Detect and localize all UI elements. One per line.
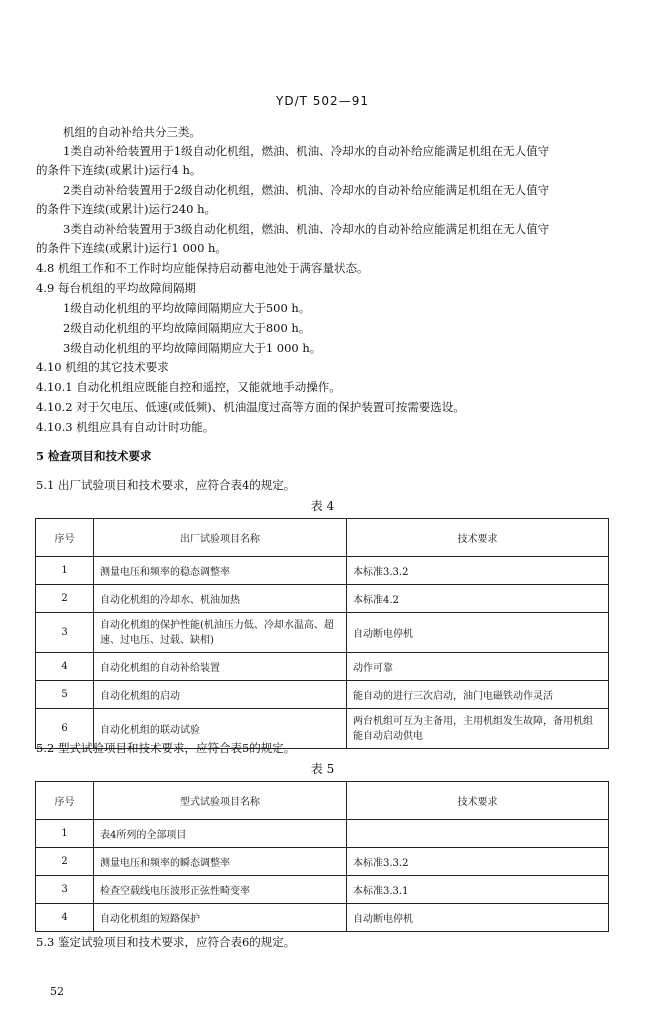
table-cell: 测量电压和频率的瞬态调整率 — [94, 848, 347, 876]
table-cell: 检查空载线电压波形正弦性畸变率 — [94, 876, 347, 904]
table-cell: 本标准3.3.1 — [347, 876, 609, 904]
table-cell: 自动化机组的自动补给装置 — [94, 653, 347, 681]
table-cell: 自动化机组的短路保护 — [94, 904, 347, 932]
table-row — [36, 585, 609, 613]
paragraph-line: 1类自动补给装置用于1级自动化机组，燃油、机油、冷却水的自动补给应能满足机组在无人值守 — [63, 144, 550, 158]
table-cell: 表4所列的全部项目 — [94, 820, 347, 848]
table-cell: 4 — [36, 653, 94, 681]
table-cell: 1 — [36, 557, 94, 585]
table-row — [36, 557, 609, 585]
table-header: 序号 — [36, 782, 94, 820]
paragraph-line: 1级自动化机组的平均故障间隔期应大于500 h。 — [63, 301, 311, 315]
paragraph-line: 的条件下连续(或累计)运行1 000 h。 — [36, 241, 227, 255]
table-cell: 3 — [36, 876, 94, 904]
table-cell: 能自动的进行三次启动，油门电磁铁动作灵活 — [347, 681, 609, 709]
paragraph-line: 3类自动补给装置用于3级自动化机组，燃油、机油、冷却水的自动补给应能满足机组在无人值守 — [63, 222, 550, 236]
table-cell: 6 — [36, 709, 94, 749]
table-cell: 2 — [36, 848, 94, 876]
table-5-caption: 表 5 — [310, 762, 335, 776]
table-cell: 测量电压和频率的稳态调整率 — [94, 557, 347, 585]
table-header: 出厂试验项目名称 — [94, 519, 347, 557]
table-row — [36, 681, 609, 709]
section-4-8: 4.8 机组工作和不工作时均应能保持启动蓄电池处于满容量状态。 — [36, 261, 369, 275]
table-4-caption: 表 4 — [310, 499, 335, 513]
table-cell: 两台机组可互为主备用，主用机组发生故障，备用机组能自动启动供电 — [347, 709, 609, 749]
table-header: 序号 — [36, 519, 94, 557]
table-row — [36, 820, 609, 848]
table-cell — [347, 820, 609, 848]
section-4-10: 4.10 机组的其它技术要求 — [36, 360, 169, 374]
page-header: YD/T 502—91 — [276, 94, 369, 108]
paragraph-line: 2级自动化机组的平均故障间隔期应大于800 h。 — [63, 321, 311, 335]
section-5-1: 5.1 出厂试验项目和技术要求，应符合表4的规定。 — [36, 478, 296, 492]
table-header: 型式试验项目名称 — [94, 782, 347, 820]
paragraph-line: 机组的自动补给共分三类。 — [63, 125, 201, 139]
table-cell: 5 — [36, 681, 94, 709]
table-header: 技术要求 — [347, 782, 609, 820]
table-cell: 本标准3.3.2 — [347, 557, 609, 585]
table-cell: 自动化机组的冷却水、机油加热 — [94, 585, 347, 613]
table-cell: 1 — [36, 820, 94, 848]
table-cell: 自动断电停机 — [347, 904, 609, 932]
paragraph-line: 的条件下连续(或累计)运行240 h。 — [36, 202, 216, 216]
table-5 — [35, 781, 609, 932]
paragraph-line: 2类自动补给装置用于2级自动化机组，燃油、机油、冷却水的自动补给应能满足机组在无人值守 — [63, 183, 550, 197]
table-header: 技术要求 — [347, 519, 609, 557]
section-5-heading: 5 检查项目和技术要求 — [36, 449, 152, 463]
section-4-10-2: 4.10.2 对于欠电压、低速(或低频)、机油温度过高等方面的保护装置可按需要选设。 — [36, 400, 465, 414]
table-row — [36, 653, 609, 681]
table-row — [36, 848, 609, 876]
section-4-10-1: 4.10.1 自动化机组应既能自控和遥控，又能就地手动操作。 — [36, 380, 341, 394]
table-row — [36, 876, 609, 904]
table-cell: 自动化机组的启动 — [94, 681, 347, 709]
table-cell: 2 — [36, 585, 94, 613]
section-5-3: 5.3 鉴定试验项目和技术要求，应符合表6的规定。 — [36, 935, 296, 949]
table-cell: 本标准4.2 — [347, 585, 609, 613]
table-cell: 动作可靠 — [347, 653, 609, 681]
paragraph-line: 的条件下连续(或累计)运行4 h。 — [36, 163, 202, 177]
table-cell: 本标准3.3.2 — [347, 848, 609, 876]
section-4-10-3: 4.10.3 机组应具有自动计时功能。 — [36, 420, 215, 434]
table-cell: 自动化机组的保护性能(机油压力低、冷却水温高、超速、过电压、过载、缺相) — [94, 613, 347, 653]
table-cell: 3 — [36, 613, 94, 653]
table-cell: 自动断电停机 — [347, 613, 609, 653]
section-4-9: 4.9 每台机组的平均故障间隔期 — [36, 281, 196, 295]
section-5-2: 5.2 型式试验项目和技术要求，应符合表5的规定。 — [36, 741, 296, 755]
table-4 — [35, 518, 609, 749]
table-cell: 自动化机组的联动试验 — [94, 709, 347, 749]
table-row — [36, 904, 609, 932]
table-row — [36, 613, 609, 653]
paragraph-line: 3级自动化机组的平均故障间隔期应大于1 000 h。 — [63, 341, 322, 355]
page-number: 52 — [50, 985, 64, 998]
table-cell: 4 — [36, 904, 94, 932]
